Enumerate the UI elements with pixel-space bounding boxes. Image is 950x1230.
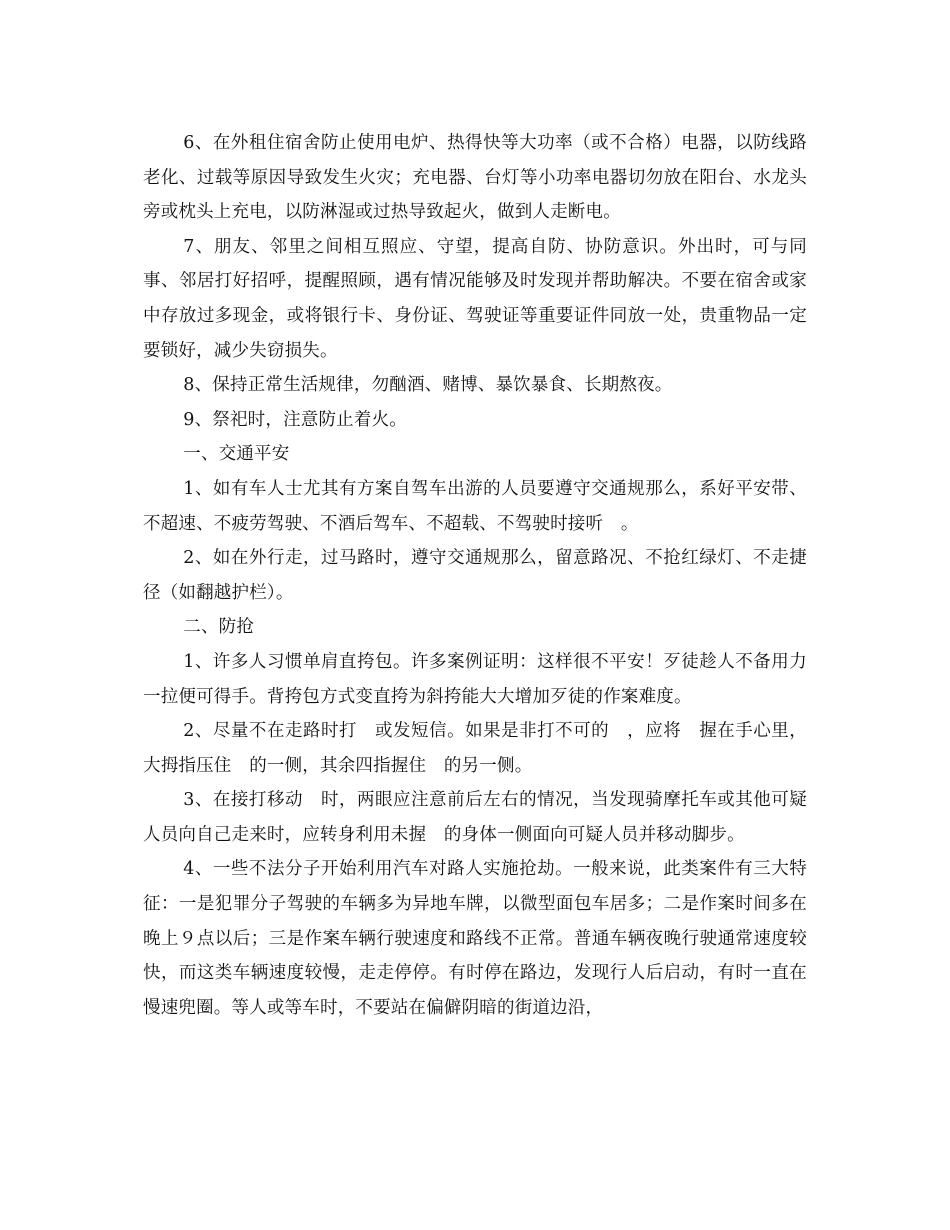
paragraph-walking-rules: 2、如在外行走，过马路时，遵守交通规那么，留意路况、不抢红绿灯、不走捷径（如翻越护栏）。 xyxy=(143,548,807,603)
paragraph-dorm-electrical-safety: 6、在外租住宿舍防止使用电炉、热得快等大功率（或不合格）电器，以防线路老化、过载等原因导致发生火灾；充电器、台灯等小功率电器切勿放在阳台、水龙头旁或枕头上充电，以防淋湿或过热导致起火，做到人走断电。 xyxy=(143,133,807,223)
section-heading-anti-robbery: 二、防抢 xyxy=(183,617,255,638)
paragraph-phone-while-walking: 2、尽量不在走路时打 或发短信。如果是非打不可的 ，应将 握在手心里，大拇指压住 的一侧，其余四指握住 的另一侧。 xyxy=(143,721,807,776)
paragraph-driving-rules: 1、如有车人士尤其有方案自驾车出游的人员要遵守交通规那么，系好平安带、不超速、不疲劳驾驶、不酒后驾车、不超载、不驾驶时接听 。 xyxy=(143,478,807,534)
paragraph-vehicle-robbery: 4、一些不法分子开始利用汽车对路人实施抢劫。一般来说，此类案件有三大特征：一是犯罪分子驾驶的车辆多为异地车牌，以微型面包车居多；二是作案时间多在晚上９点以后；三是作案车辆行驶速度和路线不正常。普通车辆夜晚行驶通常速度较快，而这类车辆速度较慢，走走停停。有时停在路边，发现行人后启动，有时一直在慢速兜圈。等人或等车时，不要站在偏僻阴暗的街道边沿， xyxy=(143,859,807,1018)
paragraph-regular-life: 8、保持正常生活规律，勿酗酒、赌博、暴饮暴食、长期熬夜。 xyxy=(183,375,673,396)
paragraph-worship-fire: 9、祭祀时，注意防止着火。 xyxy=(183,409,407,430)
paragraph-neighbors-mutual-watch: 7、朋友、邻里之间相互照应、守望，提高自防、协防意识。外出时，可与同事、邻居打好招呼，提醒照顾，遇有情况能够及时发现并帮助解决。不要在宿舍或家中存放过多现金，或将银行卡、身份证、驾驶证等重要证件同放一处，贵重物品一定要锁好，减少失窃损失。 xyxy=(143,236,807,361)
document-body xyxy=(143,126,807,1025)
paragraph-phone-awareness: 3、在接打移动 时，两眼应注意前后左右的情况，当发现骑摩托车或其他可疑人员向自己走来时，应转身利用未握 的身体一侧面向可疑人员并移动脚步。 xyxy=(143,790,807,845)
section-heading-traffic-safety: 一、交通平安 xyxy=(183,444,290,465)
paragraph-bag-carrying: 1、许多人习惯单肩直挎包。许多案例证明：这样很不平安！歹徒趁人不备用力一拉便可得手。背挎包方式变直挎为斜挎能大大增加歹徒的作案难度。 xyxy=(143,651,807,707)
